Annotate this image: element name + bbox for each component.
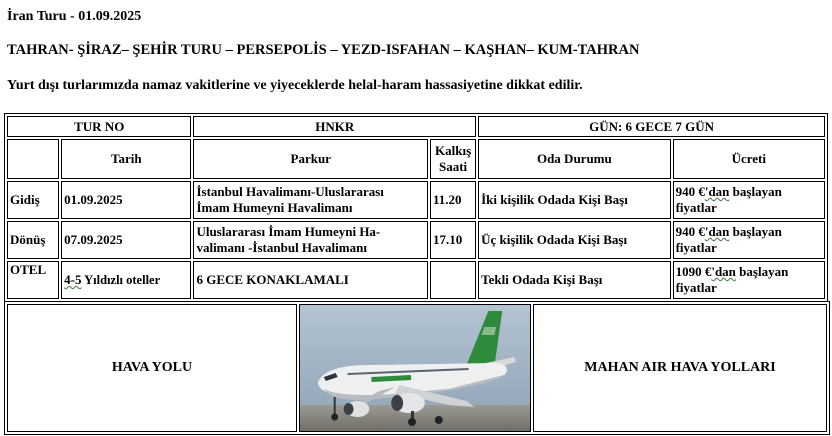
tour-duration: GÜN: 6 GECE 7 GÜN <box>478 116 825 137</box>
row-time <box>430 261 476 299</box>
row-date: 01.09.2025 <box>61 181 191 219</box>
row-time: 11.20 <box>430 181 476 219</box>
tour-note: Yurt dışı turlarımızda namaz vakitlerine ve yiyeceklerde helal-haram hassasiyetine dikkat edilir. <box>7 78 583 93</box>
airplane-image <box>299 304 531 432</box>
route-line2: valimanı -İstanbul Havalimanı <box>196 240 367 255</box>
row-room: İki kişilik Odada Kişi Başı <box>478 181 670 219</box>
price-amount: 940 € <box>675 224 705 239</box>
row-route <box>193 181 428 219</box>
row-route <box>193 221 428 259</box>
header-kalkis-saati <box>430 139 476 179</box>
tour-table <box>4 113 828 302</box>
airline-name: MAHAN AIR HAVA YOLLARI <box>533 304 827 432</box>
airline-label: HAVA YOLU <box>7 304 297 432</box>
hotel-stars-text: Yıldızlı oteller <box>81 273 161 287</box>
row-price <box>673 221 825 259</box>
row-hotel-stars <box>61 261 191 299</box>
airline-table <box>4 301 830 435</box>
row-room: Üç kişilik Odada Kişi Başı <box>478 221 670 259</box>
row-label: OTEL <box>7 261 59 299</box>
price-word: başlayan <box>729 224 782 239</box>
header-kalkis-line1: Kalkış <box>435 143 472 158</box>
table-row <box>7 181 825 219</box>
header-kalkis-line2: Saati <box>438 159 468 174</box>
empty-header-cell <box>7 139 59 179</box>
table-row <box>7 221 825 259</box>
row-label: Gidiş <box>7 181 59 219</box>
row-route: 6 GECE KONAKLAMALI <box>193 261 428 299</box>
tour-code: HNKR <box>193 116 476 137</box>
price-line2: fiyatlar <box>675 280 717 295</box>
airplane-icon <box>300 305 530 431</box>
tur-no-label: TUR NO <box>7 116 191 137</box>
row-price <box>673 181 825 219</box>
row-time: 17.10 <box>430 221 476 259</box>
price-suffix: 'dan <box>711 264 736 279</box>
route-line1: İstanbul Havalimanı-Uluslararası <box>196 184 384 199</box>
price-word: başlayan <box>729 184 782 199</box>
price-word: başlayan <box>735 264 789 279</box>
row-label: Dönüş <box>7 221 59 259</box>
price-amount: 940 € <box>675 184 705 199</box>
header-oda-durumu: Oda Durumu <box>478 139 670 179</box>
price-line2: fiyatlar <box>675 200 717 215</box>
price-line2: fiyatlar <box>675 240 717 255</box>
table-row <box>7 261 825 299</box>
header-ucreti: Ücreti <box>673 139 825 179</box>
row-price <box>673 261 825 299</box>
price-amount: 1090 € <box>675 264 712 279</box>
route-line1: Uluslararası İmam Humeyni Ha- <box>196 224 381 239</box>
hotel-stars-range: 4-5 <box>64 272 82 287</box>
document-title: İran Turu - 01.09.2025 <box>7 9 142 24</box>
header-tarih: Tarih <box>61 139 191 179</box>
price-suffix: 'dan <box>704 184 730 199</box>
header-parkur: Parkur <box>193 139 428 179</box>
route-line2: İmam Humeyni Havalimanı <box>196 200 353 215</box>
price-suffix: 'dan <box>704 224 730 239</box>
tour-route: TAHRAN- ŞİRAZ– ŞEHİR TURU – PERSEPOLİS – YEZD-ISFAHAN – KAŞHAN– KUM-TAHRAN <box>7 42 640 58</box>
row-date: 07.09.2025 <box>61 221 191 259</box>
row-room: Tekli Odada Kişi Başı <box>478 261 670 299</box>
